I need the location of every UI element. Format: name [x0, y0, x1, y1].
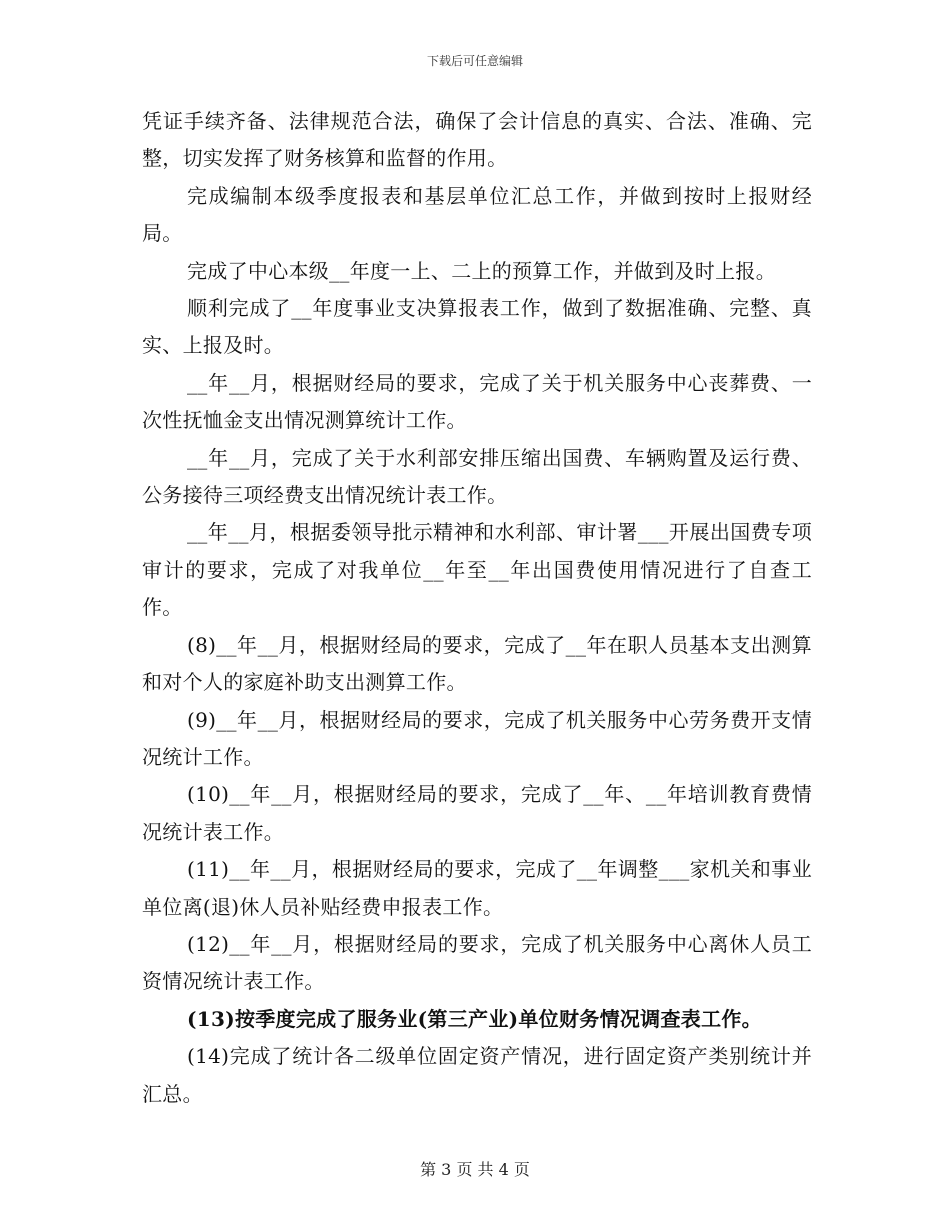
paragraph: __年__月，完成了关于水利部安排压缩出国费、车辆购置及运行费、公务接待三项经费支出情况统计表工作。 — [142, 445, 812, 508]
paragraph-bold: (13)按季度完成了服务业(第三产业)单位财务情况调查表工作。 — [187, 1006, 762, 1031]
paragraph: 完成编制本级季度报表和基层单位汇总工作，并做到按时上报财经局。 — [142, 183, 812, 246]
paragraph: 凭证手续齐备、法律规范合法，确保了会计信息的真实、合法、准确、完整，切实发挥了财务核算和监督的作用。 — [142, 109, 812, 171]
paragraph: (14)完成了统计各二级单位固定资产情况，进行固定资产类别统计并汇总。 — [142, 1044, 812, 1106]
paragraph: (10)__年__月，根据财经局的要求，完成了__年、__年培训教育费情况统计表工作。 — [142, 782, 812, 844]
document-body — [142, 103, 812, 1113]
paragraph: 完成了中心本级__年度一上、二上的预算工作，并做到及时上报。 — [187, 258, 776, 283]
paragraph: __年__月，根据财经局的要求，完成了关于机关服务中心丧葬费、一次性抚恤金支出情况测算统计工作。 — [142, 370, 812, 433]
paragraph: (9)__年__月，根据财经局的要求，完成了机关服务中心劳务费开支情况统计工作。 — [142, 707, 812, 769]
paragraph: (8)__年__月，根据财经局的要求，完成了__年在职人员基本支出测算和对个人的家庭补助支出测算工作。 — [142, 632, 812, 695]
paragraph: (11)__年__月，根据财经局的要求，完成了__年调整___家机关和事业单位离(退)休人员补贴经费申报表工作。 — [142, 857, 812, 919]
paragraph: 顺利完成了__年度事业支决算报表工作，做到了数据准确、完整、真实、上报及时。 — [142, 296, 812, 358]
paragraph: (12)__年__月，根据财经局的要求，完成了机关服务中心离休人员工资情况统计表工作。 — [142, 931, 812, 994]
page-header: 下载后可任意编辑 — [426, 54, 523, 68]
page-footer: 第 3 页 共 4 页 — [420, 1160, 530, 1179]
paragraph: __年__月，根据委领导批示精神和水利部、审计署___开展出国费专项审计的要求，完成了对我单位__年至__年出国费使用情况进行了自查工作。 — [142, 520, 812, 620]
